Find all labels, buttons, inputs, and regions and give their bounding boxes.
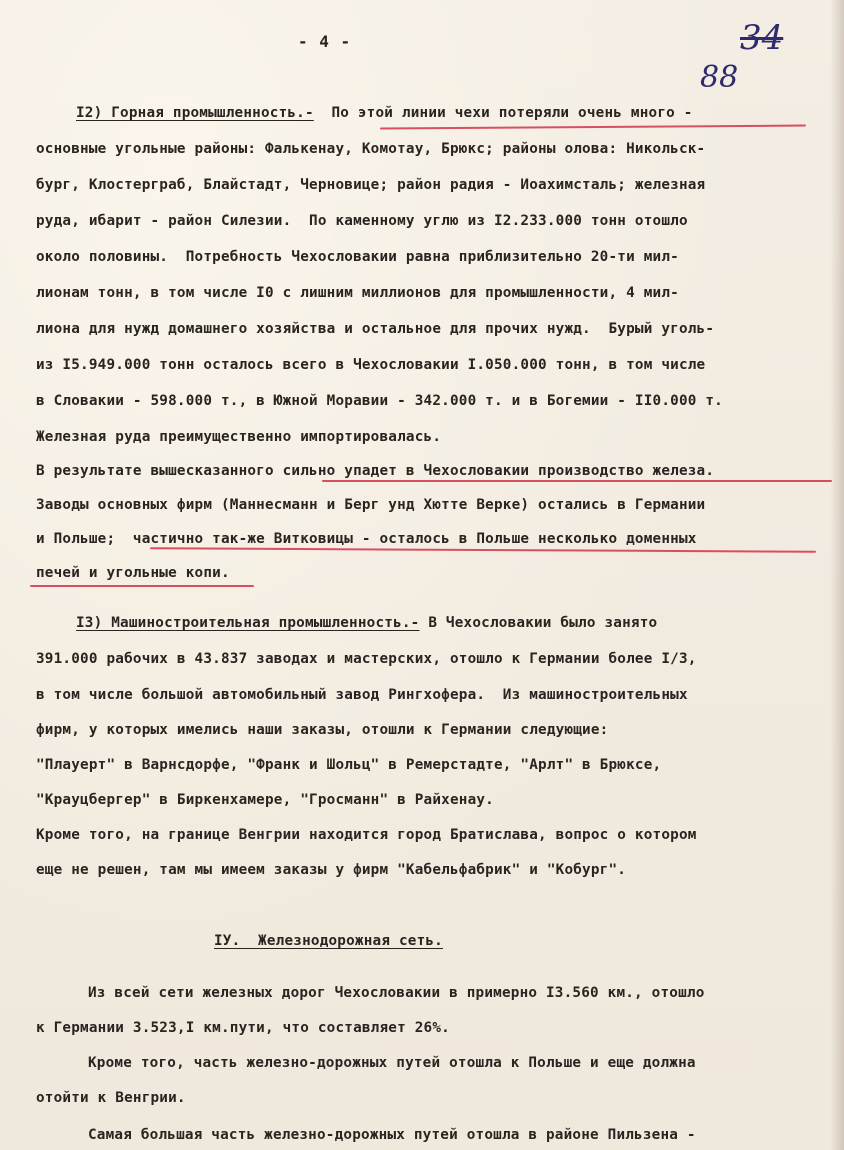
section-12-line: в Словакии - 598.000 т., в Южной Моравии - 342.000 т. и в Богемии - II0.000 т.	[36, 393, 723, 409]
section-4-line: Самая большая часть железно-дорожных путей отошла в районе Пильзена -	[88, 1127, 696, 1143]
section-13-line: в том числе большой автомобильный завод Рингхофера. Из машиностроительных	[36, 687, 688, 703]
section-4-line: к Германии 3.523,I км.пути, что составляет 26%.	[36, 1020, 450, 1036]
red-pencil-underline	[150, 547, 816, 552]
section-12-line: около половины. Потребность Чехословакии равна приблизительно 20-ти мил-	[36, 249, 679, 265]
section-13-line: "Крауцбергер" в Биркенхамере, "Гросманн" в Райхенау.	[36, 792, 494, 808]
section-13-line: "Плауерт" в Варнсдорфе, "Франк и Шольц" в Ремерстадте, "Арлт" в Брюксе,	[36, 757, 662, 773]
section-4-heading: IУ. Железнодорожная сеть.	[214, 933, 443, 949]
section-13-line: Кроме того, на границе Венгрии находится город Братислава, вопрос о котором	[36, 827, 697, 843]
section-12-first-line	[76, 104, 836, 122]
section-13-first-line	[76, 614, 836, 632]
section-12-line: Железная руда преимущественно импортировалась.	[36, 429, 442, 445]
section-13-line: В Чехословакии было занято	[428, 615, 658, 631]
section-12-line: бург, Клостерграб, Блайстадт, Черновице; район радия - Иоахимсталь; железная	[36, 177, 706, 193]
section-12-line: печей и угольные копи.	[36, 565, 230, 581]
section-4-line: отойти к Венгрии.	[36, 1090, 186, 1106]
section-4-line: Кроме того, часть железно-дорожных путей отошла к Польше и еще должна	[88, 1055, 696, 1071]
section-12-heading: I2) Горная промышленность.-	[76, 105, 314, 121]
section-12-line: руда, ибарит - район Силезии. По каменному углю из I2.233.000 тонн отошло	[36, 213, 688, 229]
red-pencil-underline	[322, 480, 832, 482]
section-12-line: В результате вышесказанного сильно упадет в Чехословакии производство железа.	[36, 463, 715, 479]
section-12-line: лиона для нужд домашнего хозяйства и остальное для прочих нужд. Бурый уголь-	[36, 321, 715, 337]
page-number: - 4 -	[298, 32, 352, 51]
red-pencil-underline	[30, 585, 254, 587]
section-13-line: фирм, у которых имелись наши заказы, отошли к Германии следующие:	[36, 722, 609, 738]
section-4-line: Из всей сети железных дорог Чехословакии в примерно I3.560 км., отошло	[88, 985, 705, 1001]
red-pencil-underline	[380, 125, 806, 130]
section-13-line: 391.000 рабочих в 43.837 заводах и мастерских, отошло к Германии более I/3,	[36, 651, 697, 667]
section-12-line: лионам тонн, в том числе I0 с лишним миллионов для промышленности, 4 мил-	[36, 285, 679, 301]
section-12-line: и Польше; частично так-же Витковицы - осталось в Польше несколько доменных	[36, 531, 697, 547]
section-13-line: еще не решен, там мы имеем заказы у фирм "Кабельфабрик" и "Кобург".	[36, 862, 627, 878]
section-12-line: По этой линии чехи потеряли очень много -	[331, 105, 693, 121]
section-13-heading: I3) Машиностроительная промышленность.-	[76, 615, 420, 631]
section-12-line: Заводы основных фирм (Маннесманн и Берг унд Хютте Верке) остались в Германии	[36, 497, 706, 513]
section-12-line: основные угольные районы: Фалькенау, Комотау, Брюкс; районы олова: Никольск-	[36, 141, 706, 157]
archive-folio: 88	[700, 60, 739, 95]
section-12-line: из I5.949.000 тонн осталось всего в Чехословакии I.050.000 тонн, в том числе	[36, 357, 706, 373]
archive-folio-crossed: 34	[740, 18, 784, 58]
